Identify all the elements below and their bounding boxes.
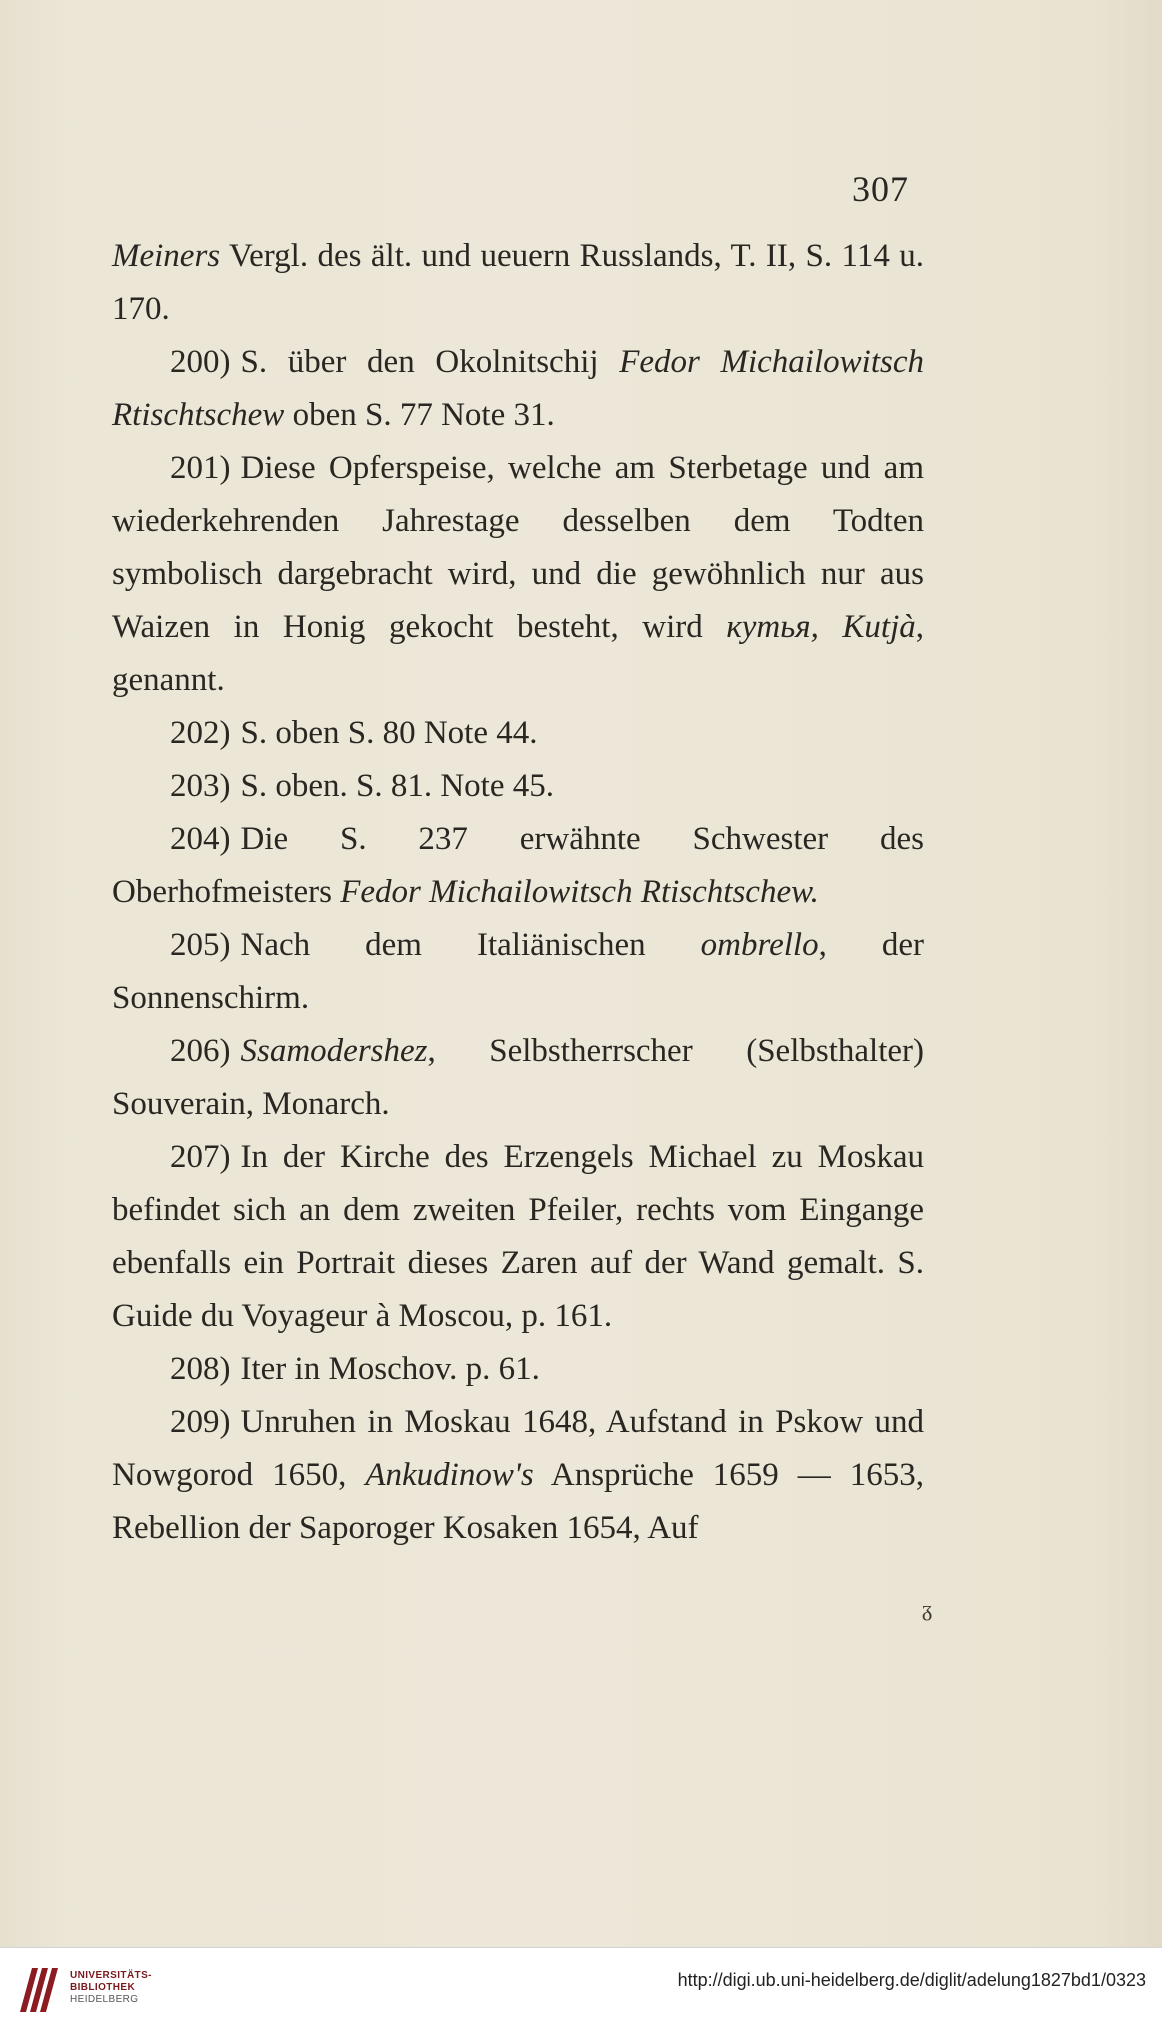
footnote-paragraph <box>112 1131 924 1343</box>
italic-text: Meiners <box>112 238 221 274</box>
library-name-line: BIBLIOTHEK <box>70 1982 136 1993</box>
italic-text: Fedor Michailowitsch Rtischtschew <box>112 344 924 433</box>
italic-text: ombrello <box>700 927 819 963</box>
footnote-number: 205) <box>170 927 231 963</box>
italic-text: кутья, Kutjà <box>726 609 916 645</box>
text-run: Ansprüche 1659 — 1653, Rebellion der Saporoger Kosaken 1654, Auf <box>112 1457 924 1546</box>
text-run: Vergl. des ält. und ueuern Russlands, T. II, S. 114 u. 170. <box>112 238 924 327</box>
footnote-number: 200) <box>170 344 231 380</box>
footnote-number: 203) <box>170 768 231 804</box>
text-run: Iter in Moschov. p. 61. <box>240 1351 540 1387</box>
text-block <box>112 230 924 1555</box>
text-run: oben S. 77 Note 31. <box>284 397 555 433</box>
footnote-number: 208) <box>170 1351 231 1387</box>
library-seal-icon <box>14 1962 64 2018</box>
page-number: 307 <box>852 169 909 209</box>
footnote-paragraph <box>112 760 924 813</box>
text-run: , der Sonnenschirm. <box>112 927 924 1016</box>
text-run: Unruhen in Moskau 1648, Aufstand in Pskow und Nowgorod 1650, <box>112 1404 924 1493</box>
footnote-number: 207) <box>170 1139 231 1175</box>
text-run: S. oben S. 80 Note 44. <box>240 715 538 751</box>
footnote-number: 204) <box>170 821 231 857</box>
italic-text: Fedor Michailowitsch Rtischtschew. <box>340 874 819 910</box>
footnote-paragraph <box>112 1025 924 1131</box>
footnote-paragraph <box>112 707 924 760</box>
footnote-paragraph <box>112 919 924 1025</box>
footnote-paragraph <box>112 813 924 919</box>
footnote-number: 201) <box>170 450 231 486</box>
library-name-line: UNIVERSITÄTS- <box>70 1970 152 1981</box>
text-run: S. über den Okolnitschij <box>240 344 620 380</box>
permalink-url[interactable]: http://digi.ub.uni-heidelberg.de/diglit/adelung1827bd1/0323 <box>677 1970 1146 1990</box>
library-name <box>70 1970 152 2006</box>
footer-bar <box>0 1947 1162 2033</box>
footnote-paragraph <box>112 1343 924 1396</box>
library-name-line: HEIDELBERG <box>70 1994 139 2005</box>
catchword: ᵹ <box>922 1596 933 1621</box>
italic-text: Ssamodershez <box>240 1033 428 1069</box>
footnote-number: 206) <box>170 1033 231 1069</box>
text-run: Diese Opferspeise, welche am Sterbetage und am wiederkehrenden Jahrestage desselben dem Todten symbolisch dargebracht wird, und die gewöhnlich nur aus Waizen in Honig gekocht besteht, wird <box>112 450 924 645</box>
text-run: S. oben. S. 81. Note 45. <box>240 768 554 804</box>
footnote-paragraph <box>112 1396 924 1555</box>
text-run: In der Kirche des Erzengels Michael zu Moskau befindet sich an dem zweiten Pfeiler, rechts vom Eingange ebenfalls ein Portrait dieses Zaren auf der Wand gemalt. S. Guide du Voyageur à Moscou, p. 161. <box>112 1139 924 1334</box>
italic-text: Ankudinow's <box>365 1457 534 1493</box>
footnote-paragraph <box>112 230 924 336</box>
text-run: , Selbstherrscher (Selbsthalter) Souverain, Monarch. <box>112 1033 924 1122</box>
footnote-paragraph <box>112 336 924 442</box>
footnote-number: 209) <box>170 1404 231 1440</box>
text-run: Die S. 237 erwähnte Schwester des Oberhofmeisters <box>112 821 924 910</box>
text-run: Nach dem Italiänischen <box>240 927 701 963</box>
footnote-paragraph <box>112 442 924 707</box>
footnote-number: 202) <box>170 715 231 751</box>
text-run: , genannt. <box>112 609 924 698</box>
